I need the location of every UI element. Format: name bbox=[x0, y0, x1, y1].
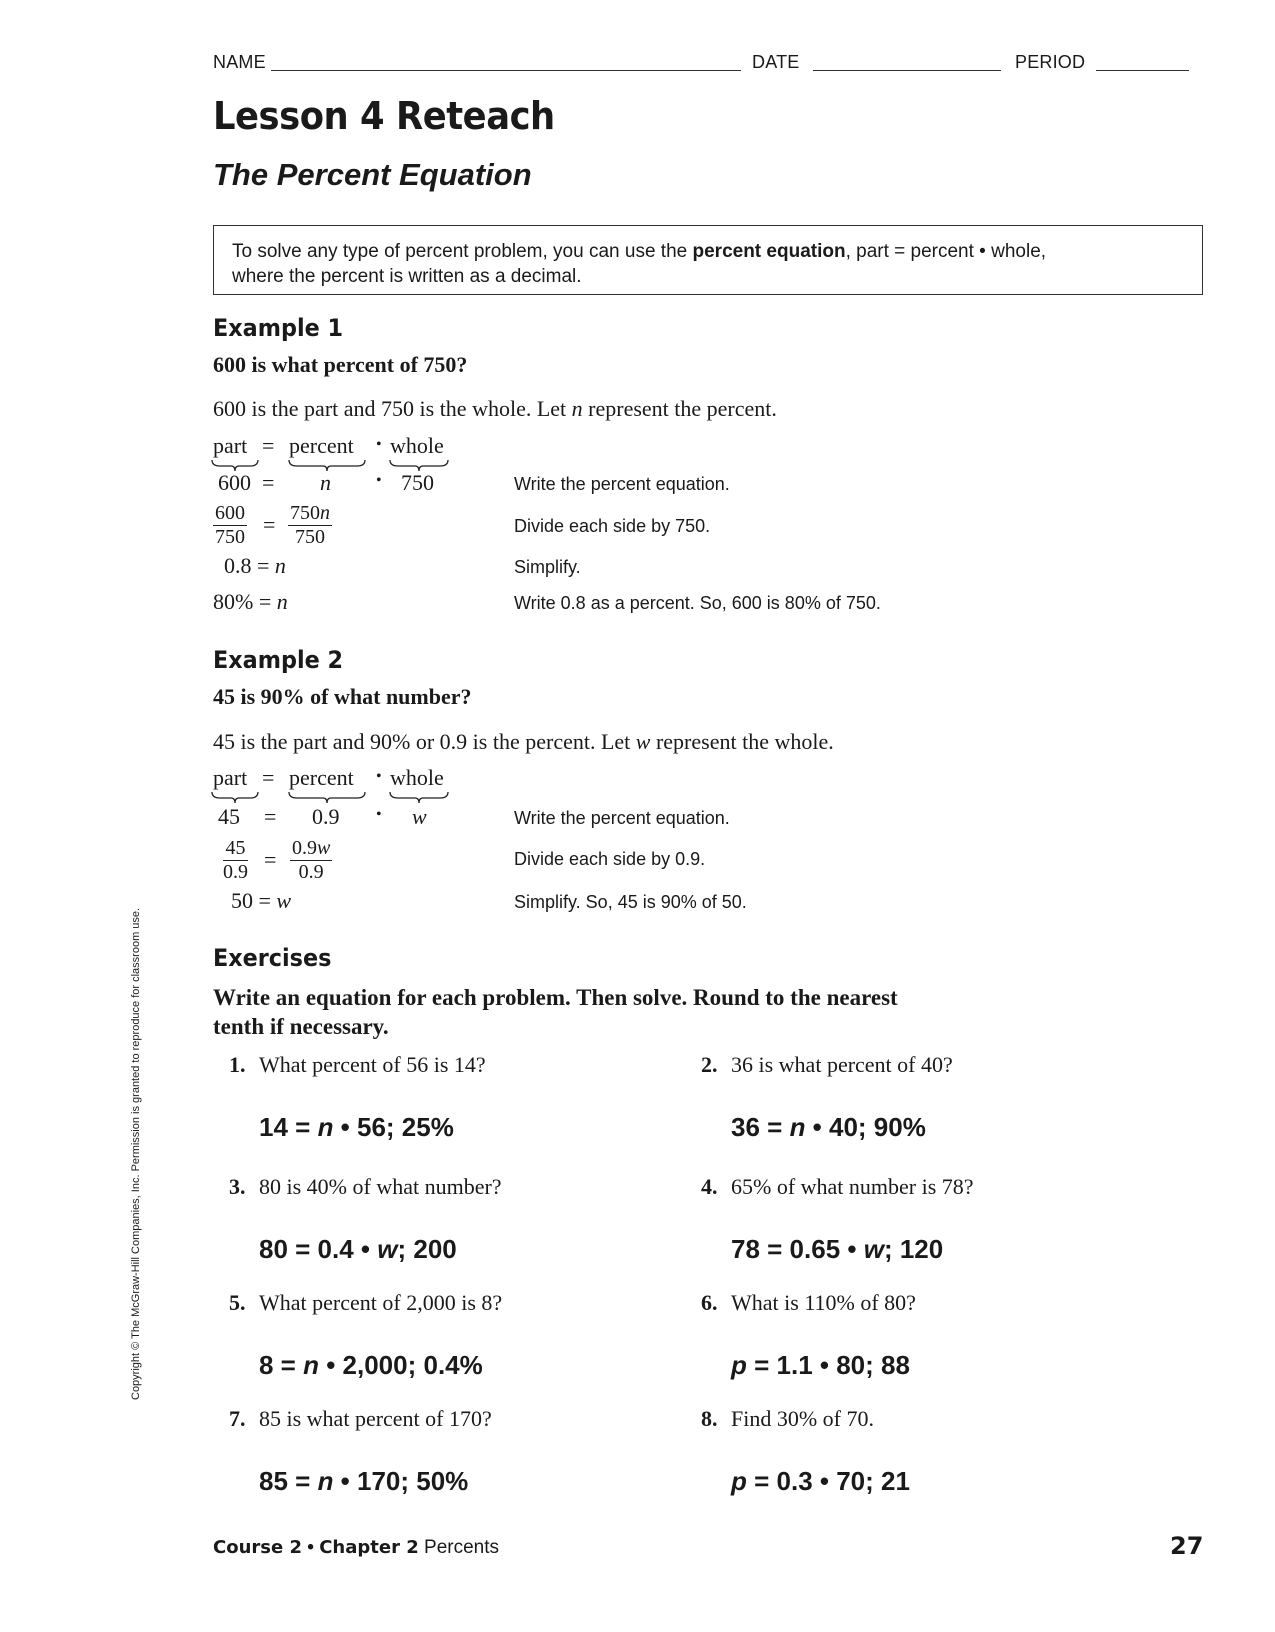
example-1-row1-percent: n bbox=[320, 470, 331, 495]
example-1-row1-note: Write the percent equation. bbox=[514, 474, 730, 494]
example-2-label-part: part bbox=[213, 765, 248, 790]
exercise-question: What is 110% of 80? bbox=[731, 1290, 916, 1315]
exercise-answer: 14 = n • 56; 25% bbox=[259, 1112, 454, 1142]
example-2-row1-dot: • bbox=[376, 806, 382, 823]
example-2-row3-equation: 50 = w bbox=[231, 888, 292, 913]
footer-separator: • bbox=[307, 1537, 314, 1558]
example-1-row4-equation: 80% = n bbox=[213, 589, 288, 614]
footer bbox=[213, 1537, 499, 1559]
example-1-row2-note: Divide each side by 750. bbox=[514, 516, 711, 536]
example-2-row2-right-fraction: $\frac{0.9w}{0.9}$ bbox=[292, 837, 331, 883]
page-title: Lesson 4 Reteach bbox=[213, 94, 555, 138]
example-2-label-dot: • bbox=[376, 768, 382, 785]
copyright-notice: Copyright © The McGraw-Hill Companies, Inc. Permission is granted to reproduce for classroom use. bbox=[130, 907, 142, 1400]
exercise-answer: 78 = 0.65 • w; 120 bbox=[731, 1234, 944, 1264]
example-2-row1-percent: 0.9 bbox=[312, 804, 340, 829]
example-2-percent-brace bbox=[287, 790, 367, 804]
exercise-answer: p = 1.1 • 80; 88 bbox=[731, 1350, 910, 1380]
exercises-heading: Exercises bbox=[213, 944, 332, 972]
example-1-row2-right-fraction: $\frac{750n}{750}$ bbox=[290, 502, 330, 548]
exercise-answer: 85 = n • 170; 50% bbox=[259, 1466, 469, 1496]
exercise-number: 5. bbox=[229, 1290, 246, 1315]
exercise-number: 2. bbox=[701, 1052, 718, 1077]
example-1-question: 600 is what percent of 750? bbox=[213, 352, 468, 377]
exercise-number: 6. bbox=[701, 1290, 718, 1315]
example-2-label-percent: percent bbox=[289, 765, 354, 790]
exercise-number: 1. bbox=[229, 1052, 246, 1077]
date-line bbox=[813, 70, 1001, 71]
example-1-label-dot: • bbox=[376, 436, 382, 453]
exercise-answer: 80 = 0.4 • w; 200 bbox=[259, 1234, 457, 1264]
example-1-row1-dot: • bbox=[376, 472, 382, 489]
example-2-row3-note: Simplify. So, 45 is 90% of 50. bbox=[514, 892, 747, 912]
example-1-row1-part: 600 bbox=[218, 470, 251, 495]
example-2-row1-equals: = bbox=[264, 804, 277, 829]
exercise-number: 4. bbox=[701, 1174, 718, 1199]
exercise-question: 36 is what percent of 40? bbox=[731, 1052, 953, 1077]
example-2-row2-left-fraction: $\frac{45}{0.9}$ bbox=[223, 837, 248, 883]
example-2-question: 45 is 90% of what number? bbox=[213, 684, 472, 709]
footer-topic: Percents bbox=[424, 1537, 500, 1558]
name-line bbox=[271, 70, 741, 71]
example-1-label-part: part bbox=[213, 433, 248, 458]
definition-line-2: where the percent is written as a decimal. bbox=[232, 266, 582, 287]
exercise-question: What percent of 56 is 14? bbox=[259, 1052, 486, 1077]
example-2-label-whole: whole bbox=[390, 765, 444, 790]
exercise-number: 8. bbox=[701, 1406, 718, 1431]
definition-line-1: To solve any type of percent problem, you can use the percent equation, part = percent • whole, bbox=[232, 241, 1047, 262]
name-label: NAME bbox=[213, 52, 266, 72]
example-1-row1-equals: = bbox=[262, 470, 275, 495]
footer-course: Course 2 bbox=[213, 1537, 302, 1558]
date-label: DATE bbox=[752, 52, 800, 72]
example-1-row4-note: Write 0.8 as a percent. So, 600 is 80% of 750. bbox=[514, 593, 881, 613]
example-2-row1-part: 45 bbox=[218, 804, 240, 829]
example-2-row2-equals: = bbox=[264, 847, 277, 872]
exercises-instructions: Write an equation for each problem. Then solve. Round to the nearest tenth if necessary. bbox=[213, 985, 898, 1039]
example-1-label-whole: whole bbox=[390, 433, 444, 458]
example-2-part-brace bbox=[210, 790, 260, 804]
example-2-heading: Example 2 bbox=[213, 646, 344, 674]
example-2-label-equals: = bbox=[262, 765, 275, 790]
example-1-row2-equals: = bbox=[263, 512, 276, 537]
exercise-question: Find 30% of 70. bbox=[731, 1406, 874, 1431]
example-2-row1-note: Write the percent equation. bbox=[514, 808, 730, 828]
exercise-question: 80 is 40% of what number? bbox=[259, 1174, 502, 1199]
example-1-intro: 600 is the part and 750 is the whole. Let n represent the percent. bbox=[213, 396, 777, 421]
exercise-answer: p = 0.3 • 70; 21 bbox=[731, 1466, 910, 1496]
exercise-question: What percent of 2,000 is 8? bbox=[259, 1290, 503, 1315]
exercise-answer: 8 = n • 2,000; 0.4% bbox=[259, 1350, 483, 1380]
footer-chapter: Chapter 2 bbox=[319, 1537, 419, 1558]
exercise-answer: 36 = n • 40; 90% bbox=[731, 1112, 926, 1142]
exercise-question: 85 is what percent of 170? bbox=[259, 1406, 492, 1431]
example-2-whole-brace bbox=[388, 790, 450, 804]
example-1-row2-left-fraction: $\frac{600}{750}$ bbox=[215, 502, 245, 548]
example-1-label-equals: = bbox=[262, 433, 275, 458]
period-label: PERIOD bbox=[1015, 52, 1086, 72]
exercise-number: 3. bbox=[229, 1174, 246, 1199]
example-1-row1-whole: 750 bbox=[401, 470, 434, 495]
example-1-heading: Example 1 bbox=[213, 314, 344, 342]
example-1-label-percent: percent bbox=[289, 433, 354, 458]
page-subtitle: The Percent Equation bbox=[213, 157, 532, 192]
exercise-number: 7. bbox=[229, 1406, 246, 1431]
example-1-row3-note: Simplify. bbox=[514, 557, 581, 577]
example-2-row1-whole: w bbox=[412, 804, 427, 829]
example-2-row2-note: Divide each side by 0.9. bbox=[514, 849, 706, 869]
page-number: 27 bbox=[1170, 1532, 1204, 1560]
example-1-row3-equation: 0.8 = n bbox=[224, 553, 286, 578]
example-2-intro: 45 is the part and 90% or 0.9 is the percent. Let w represent the whole. bbox=[213, 729, 834, 754]
definition-term: percent equation bbox=[692, 241, 846, 262]
period-line bbox=[1096, 70, 1189, 71]
exercise-question: 65% of what number is 78? bbox=[731, 1174, 974, 1199]
definition-box bbox=[213, 225, 1203, 295]
